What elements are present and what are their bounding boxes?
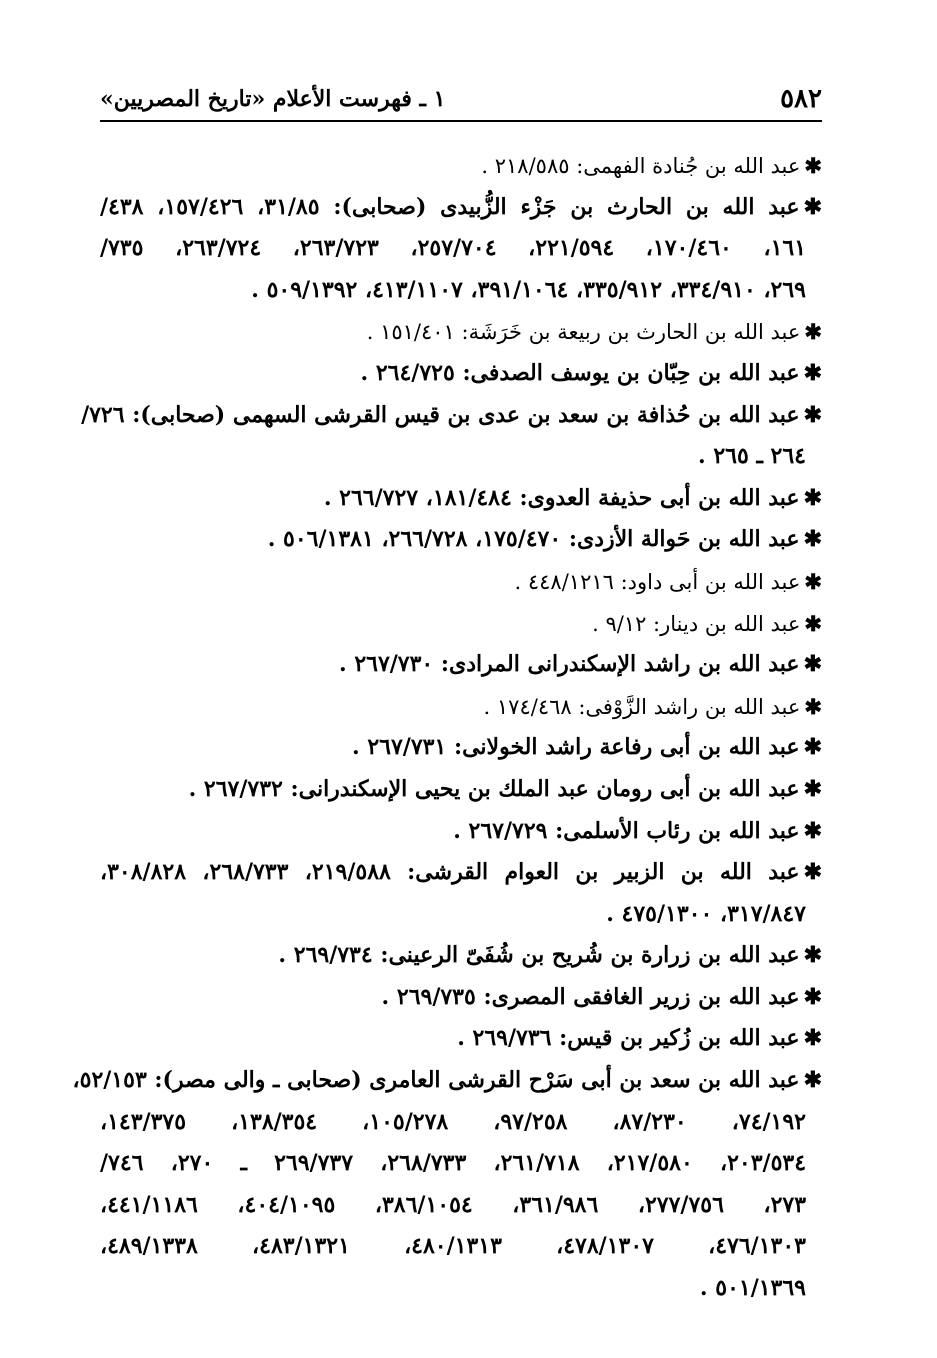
entry-text: عبد الله بن راشد الزَّوْفى: ١٧٤/٤٦٨ . — [483, 694, 801, 719]
index-entry — [100, 935, 822, 977]
index-entry — [100, 187, 822, 312]
entry-line — [100, 977, 822, 1019]
entry-line — [100, 686, 822, 728]
asterisk-icon: ✱ — [803, 942, 822, 969]
entry-line — [100, 811, 822, 853]
entry-text: عبد الله بن حُذافة بن سعد بن عدى بن قيس القرشى السهمى (صحابى): ٧٢٦/ — [81, 401, 800, 428]
entry-line — [100, 561, 822, 603]
index-entry — [100, 519, 822, 561]
entry-continuation-line — [100, 436, 822, 478]
entry-text: ٤٧٦/١٣٠٣، ٤٧٨/١٣٠٧، ٤٨٠/١٣١٣، ٤٨٣/١٣٢١، ٤٨٩/١٣٣٨، — [100, 1233, 806, 1260]
asterisk-icon: ✱ — [803, 484, 822, 511]
entry-line — [72, 1060, 822, 1102]
index-entry — [100, 561, 822, 603]
entry-text: عبد الله بن أبى داود: ٤٤٨/١٢١٦ . — [514, 569, 801, 594]
entry-line — [100, 478, 822, 520]
entry-line — [81, 395, 822, 437]
entry-continuation-line — [100, 270, 822, 312]
entry-text: عبد الله بن أبى رومان عبد الملك بن يحيى الإسكندرانى: ٢٦٧/٧٣٢ . — [188, 775, 800, 802]
index-entry — [100, 811, 822, 853]
entry-text: ٢٦٩، ٣٣٤/٩١٠، ٣٣٥/٩١٢، ٣٩١/١٠٦٤، ٤١٣/١١٠٧، ٥٠٩/١٣٩٢ . — [251, 276, 806, 303]
index-entry — [100, 145, 822, 187]
entry-continuation-line — [100, 1268, 822, 1310]
entry-text: عبد الله بن الزبير بن العوام القرشى: ٢١٩/٥٨٨، ٢٦٨/٧٣٣، ٣٠٨/٨٢٨، — [100, 859, 800, 886]
index-entry — [100, 1018, 822, 1060]
asterisk-icon: ✱ — [804, 319, 822, 345]
entry-text: عبد الله بن الحارث بن جَزْء الزُّبيدى (صحابى): ٣١/٨٥، ١٥٧/٤٢٦، ٤٣٨/ — [100, 193, 800, 220]
entry-line — [100, 519, 822, 561]
entry-text: ٢٠٣/٥٣٤، ٢١٧/٥٨٠، ٢٦١/٧١٨، ٢٦٨/٧٣٣، ٢٦٩/٧٣٧ ـ ٢٧٠، ٧٤٦/ — [100, 1150, 807, 1177]
asterisk-icon: ✱ — [804, 610, 822, 636]
entry-line — [100, 187, 822, 229]
index-entry — [100, 852, 822, 935]
entry-text: عبد الله بن زرير الغافقى المصرى: ٢٦٩/٧٣٥ . — [381, 983, 800, 1010]
entry-line — [100, 727, 822, 769]
index-entry — [100, 769, 822, 811]
entry-continuation-line — [100, 894, 822, 936]
asterisk-icon: ✱ — [803, 1025, 822, 1052]
entry-text: عبد الله بن دينار: ٩/١٢ . — [592, 611, 801, 636]
entry-line — [100, 353, 822, 395]
entry-line — [100, 145, 822, 187]
entry-continuation-line — [100, 228, 822, 270]
asterisk-icon: ✱ — [803, 526, 822, 553]
index-entry — [100, 644, 822, 686]
entry-text: عبد الله بن أبى رفاعة راشد الخولانى: ٢٦٧/٧٣١ . — [352, 734, 800, 761]
index-entries — [72, 145, 822, 1310]
entry-line — [100, 1018, 822, 1060]
entry-line — [100, 603, 822, 645]
asterisk-icon: ✱ — [803, 983, 822, 1010]
index-entry — [100, 977, 822, 1019]
asterisk-icon: ✱ — [803, 359, 822, 386]
entry-text: عبد الله بن جُنادة الفهمى: ٢١٨/٥٨٥ . — [481, 154, 801, 178]
asterisk-icon: ✱ — [803, 401, 822, 428]
entry-text: ٢٧٣، ٢٧٧/٧٥٦، ٣٦١/٩٨٦، ٣٨٦/١٠٥٤، ٤٠٤/١٠٩٥، ٤٤١/١١٨٦، — [100, 1191, 807, 1218]
index-entry — [100, 353, 822, 395]
entry-text: عبد الله بن زُكير بن قيس: ٢٦٩/٧٣٦ . — [457, 1025, 800, 1052]
entry-text: ٣١٧/٨٤٧، ٤٧٥/١٣٠٠ . — [606, 900, 806, 927]
index-entry — [81, 395, 822, 478]
entry-text: عبد الله بن أبى حذيفة العدوى: ١٨١/٤٨٤، ٢٦٦/٧٢٧ . — [323, 484, 800, 511]
index-entry — [100, 727, 822, 769]
entry-line — [100, 852, 822, 894]
entry-text: ١٦١، ١٧٠/٤٦٠، ٢٢١/٥٩٤، ٢٥٧/٧٠٤، ٢٦٣/٧٢٣، ٢٦٣/٧٢٤، ٧٣٥/ — [100, 235, 807, 262]
page-number: ٥٨٢ — [780, 84, 822, 114]
entry-line — [100, 644, 822, 686]
index-entry — [100, 603, 822, 645]
entry-text: عبد الله بن سعد بن أبى سَرْح القرشى العامرى (صحابى ـ والى مصر): ٥٢/١٥٣، — [72, 1067, 800, 1094]
entry-continuation-line — [100, 1102, 822, 1144]
entry-continuation-line — [100, 1226, 822, 1268]
entry-text: عبد الله بن حِبّان بن يوسف الصدفى: ٢٦٤/٧٢٥ . — [360, 359, 800, 386]
asterisk-icon: ✱ — [803, 651, 822, 678]
page-header — [100, 78, 822, 122]
entry-continuation-line — [100, 1185, 822, 1227]
entry-line — [100, 311, 822, 353]
entry-text: ٥٠١/١٣٦٩ . — [699, 1275, 806, 1302]
index-entry — [100, 686, 822, 728]
asterisk-icon: ✱ — [804, 568, 822, 594]
entry-line — [100, 769, 822, 811]
entry-text: عبد الله بن رئاب الأسلمى: ٢٦٧/٧٢٩ . — [453, 817, 800, 844]
index-entry — [100, 478, 822, 520]
entry-line — [100, 935, 822, 977]
asterisk-icon: ✱ — [803, 193, 822, 220]
asterisk-icon: ✱ — [804, 693, 822, 719]
asterisk-icon: ✱ — [803, 859, 822, 886]
asterisk-icon: ✱ — [803, 817, 822, 844]
entry-text: عبد الله بن راشد الإسكندرانى المرادى: ٢٦٧/٧٣٠ . — [338, 651, 800, 678]
entry-text: عبد الله بن الحارث بن ربيعة بن خَرَشَة: ١٥١/٤٠١ . — [366, 320, 801, 345]
index-entry — [100, 311, 822, 353]
running-title: ١ ـ فهرست الأعلام «تاريخ المصريين» — [100, 86, 446, 112]
entry-text: عبد الله بن حَوالة الأزدى: ١٧٥/٤٧٠، ٢٦٦/٧٢٨، ٥٠٦/١٣٨١ . — [267, 526, 800, 553]
asterisk-icon: ✱ — [803, 734, 822, 761]
asterisk-icon: ✱ — [803, 1067, 822, 1094]
asterisk-icon: ✱ — [804, 153, 822, 178]
index-entry — [72, 1060, 822, 1310]
asterisk-icon: ✱ — [803, 775, 822, 802]
entry-text: عبد الله بن زرارة بن شُريح بن شُفَىّ الرعينى: ٢٦٩/٧٣٤ . — [278, 942, 800, 969]
entry-text: ٧٤/١٩٢، ٨٧/٢٣٠، ٩٧/٢٥٨، ١٠٥/٢٧٨، ١٣٨/٣٥٤، ١٤٣/٣٧٥، — [100, 1108, 806, 1135]
entry-text: ٢٦٤ ـ ٢٦٥ . — [698, 443, 806, 470]
entry-continuation-line — [100, 1143, 822, 1185]
